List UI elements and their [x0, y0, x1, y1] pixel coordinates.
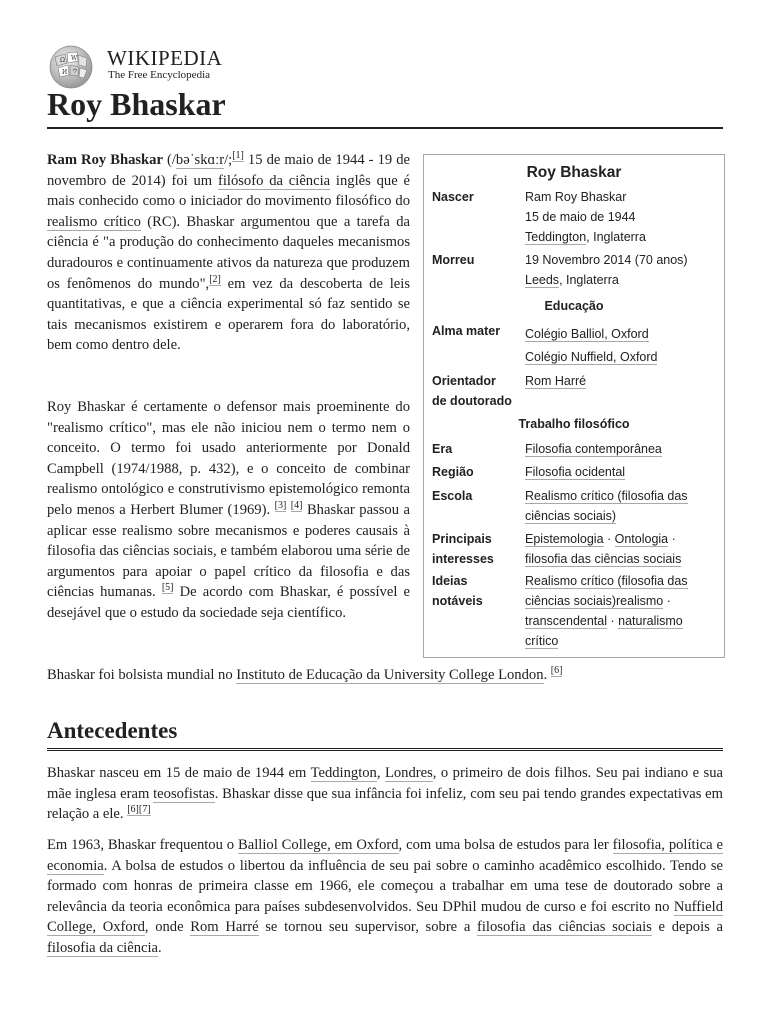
svg-text:Ω: Ω — [60, 57, 65, 64]
para5-text-7: . — [158, 939, 162, 956]
infobox-label-ideias — [432, 571, 483, 611]
infobox-value-nascer — [525, 187, 720, 247]
ref-5[interactable]: [5] — [161, 582, 174, 594]
birth-country: , Inglaterra — [586, 230, 646, 244]
link-nuffield-college[interactable]: Nuffield College, Oxford — [47, 898, 723, 936]
infobox-section-educacao: Educação — [544, 299, 604, 313]
para2-text-1: Roy Bhaskar é certamente o defensor mais proeminente do "realismo crítico", mas ele não iniciou nem o termo nem o conceito. O termo foi usado anteriormente por Donald Campbell (1974/1988, p. 432), e o conceito de combinar realismo ontológico e construtivismo epistemológico remonta pelo menos a Herbert Blumer (1969). — [47, 399, 410, 518]
infobox-label-orientador — [432, 371, 512, 411]
paragraph-antecedentes-2 — [47, 835, 723, 959]
svg-text:W: W — [71, 55, 78, 62]
link-teddington[interactable]: Teddington — [310, 765, 377, 781]
birth-place — [525, 227, 720, 247]
paragraph-antecedentes-1 — [47, 763, 723, 825]
link-naturalismo-critico-2[interactable]: crítico — [525, 634, 559, 648]
death-place — [525, 270, 720, 290]
site-header — [47, 41, 347, 87]
subject-name: Ram Roy Bhaskar — [47, 152, 163, 168]
para3-text-1: Bhaskar foi bolsista mundial no — [47, 667, 237, 683]
pron-open: (/ — [162, 152, 176, 168]
section-heading-antecedentes: Antecedentes — [47, 718, 723, 751]
infobox-value-morreu — [525, 250, 720, 290]
intro-paragraph — [47, 150, 410, 356]
link-realismo-transcendental-2[interactable]: transcendental — [525, 614, 608, 628]
link-epistemologia[interactable]: Epistemologia — [525, 532, 604, 546]
para5-text-6: e depois a — [651, 919, 723, 936]
link-realismo-critico-ideia-1[interactable]: Realismo crítico (filosofia das — [525, 574, 688, 588]
death-country: , Inglaterra — [559, 273, 619, 287]
link-birth-place[interactable]: Teddington — [525, 230, 587, 244]
orientador-label-line-1: Orientador — [432, 374, 496, 388]
infobox-value-escola — [525, 486, 720, 526]
infobox-title: Roy Bhaskar — [526, 164, 622, 181]
para5-text-1: Em 1963, Bhaskar frequentou o — [47, 837, 239, 853]
svg-text:И: И — [62, 69, 68, 76]
para5-text-3: . A bolsa de estudos o libertou da influência de seu pai sobre o caminho acadêmico escolhido. Tendo se formado com honras de primeira classe em 1966, ele começou a trabalhar em uma tese de doutorado sobre a relevância da teoria econômica para países subdesenvolvidos. Seu DPhil mudou de curso e foi escrito no — [47, 857, 723, 915]
para5-text-5: se tornou seu supervisor, sobre a — [258, 919, 477, 936]
infobox-label-era: Era — [432, 442, 453, 456]
para2-text-3: De acordo com Bhaskar, é possível e desejável que o estudo da sociedade seja científico. — [47, 584, 410, 621]
paragraph-3 — [47, 665, 723, 686]
link-realismo-critico[interactable]: realismo crítico — [47, 213, 141, 230]
orientador-label-line-2: de doutorado — [432, 394, 512, 408]
link-colegio-nuffield[interactable]: Colégio Nuffield, Oxford — [525, 350, 658, 364]
link-filosofia-ciencias-sociais-infobox[interactable]: filosofia das ciências sociais — [525, 552, 682, 566]
wikipedia-wordmark: WIKIPEDIA — [107, 46, 223, 70]
interesses-label-line-1: Principais — [432, 532, 492, 546]
ideias-label-line-2: notáveis — [432, 594, 483, 608]
wikipedia-globe-icon[interactable] — [47, 45, 95, 89]
para4-text-3: . Bhaskar disse que sua infância foi infeliz, com seu pai tendo grandes expectativas em relação a ele. — [47, 785, 723, 823]
link-teosofistas[interactable]: teosofistas — [153, 785, 215, 802]
link-death-place[interactable]: Leeds — [525, 273, 560, 287]
paragraph-2 — [47, 397, 410, 624]
infobox-value-ideias — [525, 571, 720, 651]
para5-text-4: , onde — [144, 919, 191, 936]
ideias-label-line-1: Ideias — [432, 574, 468, 588]
infobox-section-trabalho: Trabalho filosófico — [518, 417, 630, 431]
para4-text-1: Bhaskar nasceu em 15 de maio de 1944 em — [47, 765, 311, 781]
intro-text-2: inglês que é mais conhecido como o iniciador do movimento filosófico do — [47, 172, 410, 210]
link-realismo-critico-escola-2[interactable]: ciências sociais) — [525, 509, 617, 523]
svg-text:ウ: ウ — [72, 68, 79, 75]
birth-name: Ram Roy Bhaskar — [525, 190, 627, 204]
ref-7[interactable]: [7] — [138, 804, 151, 816]
infobox-label-alma-mater: Alma mater — [432, 324, 501, 338]
link-naturalismo-critico-1[interactable]: naturalismo — [618, 614, 683, 628]
para5-text-2: , com uma bolsa de estudos para ler — [398, 837, 613, 853]
infobox-value-era — [525, 439, 720, 459]
link-realismo-transcendental-1[interactable]: realismo — [616, 594, 664, 608]
intro-text-1: 15 de maio de 1944 - 19 de novembro de 2014) foi um — [47, 152, 410, 189]
link-filosofia-ocidental[interactable]: Filosofia ocidental — [525, 465, 626, 479]
link-filosofia-da-ciencia[interactable]: filosofia da ciência — [47, 939, 159, 956]
link-rom-harre-infobox[interactable]: Rom Harré — [525, 374, 587, 388]
infobox-label-nascer: Nascer — [432, 190, 474, 204]
link-instituto-educacao-ucl[interactable]: Instituto de Educação da University College London — [236, 667, 544, 683]
death-date: 19 Novembro 2014 (70 anos) — [525, 253, 688, 267]
page-title: Roy Bhaskar — [47, 86, 723, 129]
intro-text-3: (RC). Bhaskar argumentou que a tarefa da ciência é "a produção do conhecimento daqueles mecanismos duradouros e continuamente ativos da natureza que produzem os fenômenos do mundo", — [47, 213, 410, 292]
infobox-label-morreu: Morreu — [432, 253, 475, 267]
link-filosofo-da-ciencia[interactable]: filósofo da ciência — [217, 172, 331, 189]
infobox-value-interesses — [525, 529, 720, 569]
infobox — [423, 154, 725, 658]
separator-dot: · — [607, 614, 619, 628]
ref-2[interactable]: [2] — [209, 273, 221, 285]
separator-dot: · — [603, 532, 615, 546]
birth-date: 15 de maio de 1944 — [525, 210, 636, 224]
link-balliol-college[interactable]: Balliol College, em Oxford — [238, 837, 399, 853]
interesses-label-line-2: interesses — [432, 552, 494, 566]
link-realismo-critico-ideia-2[interactable]: ciências sociais) — [525, 594, 617, 608]
infobox-label-regiao: Região — [432, 465, 474, 479]
separator-dot: · — [668, 532, 676, 546]
ref-6b[interactable]: [6] — [127, 804, 139, 816]
intro-text-4: em vez da descoberta de leis quantitativas, e que a ciência experimental só faz sentido se tais mecanismos existirem e operarem fora do laboratório, bem como dentro dele. — [47, 275, 410, 354]
infobox-value-orientador — [525, 371, 720, 391]
para4-text-2: , o primeiro de dois filhos. Seu pai indiano e sua mãe inglesa eram — [47, 765, 723, 802]
infobox-label-interesses — [432, 529, 494, 569]
link-realismo-critico-escola-1[interactable]: Realismo crítico (filosofia das — [525, 489, 688, 503]
link-londres[interactable]: Londres — [384, 765, 433, 781]
pron-close: /; — [224, 152, 233, 168]
link-filosofia-ciencias-sociais[interactable]: filosofia das ciências sociais — [477, 919, 652, 936]
para3-text-2: . — [543, 667, 551, 683]
link-colegio-balliol[interactable]: Colégio Balliol, Oxford — [525, 327, 649, 341]
para2-text-2: Bhaskar passou a aplicar esse realismo sobre mecanismos e poderes causais à filosofia das ciências sociais, e também elaborou uma série de argumentos para apoiar o papel crítico da filosofia e das ciências humanas. — [47, 501, 410, 601]
link-ontologia[interactable]: Ontologia — [614, 532, 669, 546]
ref-4[interactable]: [4] — [290, 500, 303, 512]
infobox-value-regiao — [525, 462, 720, 482]
wikipedia-tagline: The Free Encyclopedia — [108, 69, 211, 81]
para4-comma: , — [376, 765, 385, 781]
infobox-label-escola: Escola — [432, 489, 473, 503]
link-filosofia-politica-economia[interactable]: filosofia, política e economia — [47, 837, 724, 874]
ref-1[interactable]: [1] — [232, 150, 244, 162]
ref-3[interactable]: [3] — [274, 500, 287, 512]
separator-dot: · — [663, 594, 671, 608]
infobox-value-alma-mater — [525, 323, 720, 369]
link-rom-harre[interactable]: Rom Harré — [190, 919, 259, 936]
ipa-link[interactable]: bəˈskɑːr — [175, 152, 225, 168]
link-filosofia-contemporanea[interactable]: Filosofia contemporânea — [525, 442, 662, 456]
ref-6[interactable]: [6] — [550, 665, 563, 677]
